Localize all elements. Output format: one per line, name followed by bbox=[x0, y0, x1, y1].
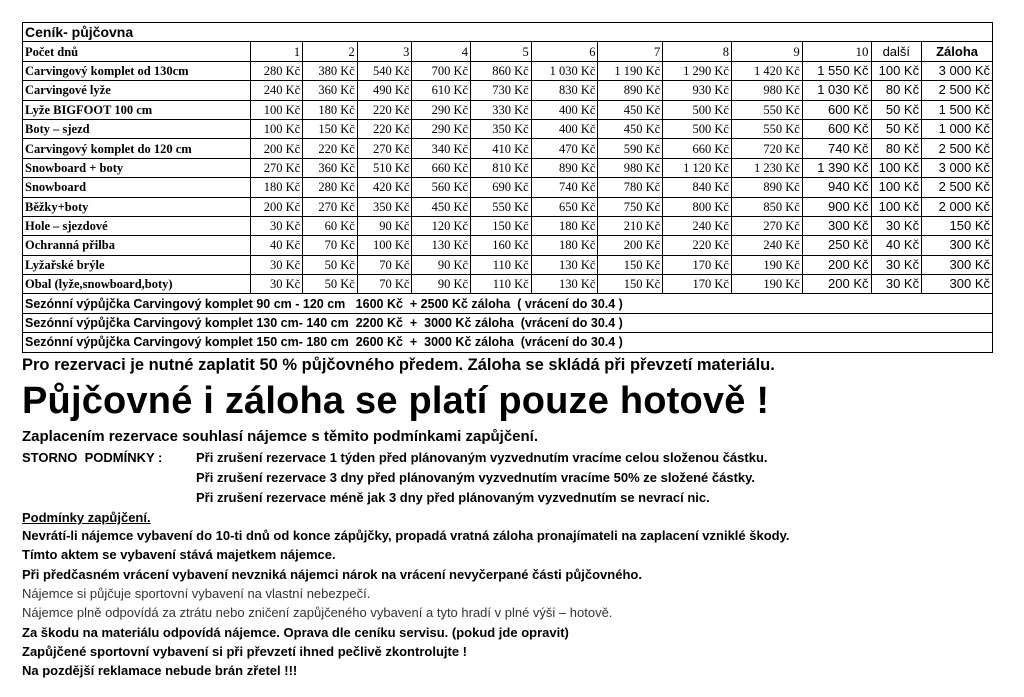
deposit-amount: 3 000 Kč bbox=[922, 158, 993, 177]
storno-item: Při zrušení rezervace 1 týden před plánovaným vyzvednutím vracíme celou složenou částku. bbox=[196, 450, 768, 465]
price-day-4: 340 Kč bbox=[412, 139, 471, 158]
condition-item: Nájemce plně odpovídá za ztrátu nebo zničení zapůjčeného vybavení a tyto hradí v plné výši – hotově. bbox=[22, 605, 613, 620]
header-deposit: Záloha bbox=[922, 42, 993, 61]
price-day-1: 40 Kč bbox=[250, 236, 303, 255]
item-name: Boty – sjezd bbox=[23, 119, 251, 138]
header-day-1: 1 bbox=[250, 42, 303, 61]
price-day-6: 830 Kč bbox=[531, 81, 598, 100]
condition-item: Zapůjčené sportovní vybavení si při převzetí ihned pečlivě zkontrolujte ! bbox=[22, 644, 467, 659]
price-day-6: 130 Kč bbox=[531, 255, 598, 274]
price-day-4: 450 Kč bbox=[412, 197, 471, 216]
price-day-2: 360 Kč bbox=[303, 158, 358, 177]
price-day-10: 600 Kč bbox=[802, 119, 871, 138]
agreement-text: Zaplacením rezervace souhlasí nájemce s těmito podmínkami zapůjčení. bbox=[22, 428, 539, 445]
price-day-9: 190 Kč bbox=[731, 275, 802, 294]
item-name: Carvingový komplet od 130cm bbox=[23, 61, 251, 80]
price-day-10: 600 Kč bbox=[802, 100, 871, 119]
item-name: Ochranná přilba bbox=[23, 236, 251, 255]
price-day-10: 200 Kč bbox=[802, 275, 871, 294]
deposit-amount: 300 Kč bbox=[922, 236, 993, 255]
table-row bbox=[23, 275, 993, 294]
price-day-7: 210 Kč bbox=[598, 216, 663, 235]
price-day-3: 70 Kč bbox=[357, 275, 412, 294]
price-day-2: 60 Kč bbox=[303, 216, 358, 235]
price-day-1: 100 Kč bbox=[250, 119, 303, 138]
price-day-5: 350 Kč bbox=[471, 119, 532, 138]
price-day-7: 200 Kč bbox=[598, 236, 663, 255]
price-day-5: 410 Kč bbox=[471, 139, 532, 158]
price-day-5: 860 Kč bbox=[471, 61, 532, 80]
price-day-7: 780 Kč bbox=[598, 178, 663, 197]
price-day-8: 1 120 Kč bbox=[663, 158, 732, 177]
item-name: Snowboard + boty bbox=[23, 158, 251, 177]
deposit-amount: 150 Kč bbox=[922, 216, 993, 235]
price-day-2: 360 Kč bbox=[303, 81, 358, 100]
price-day-5: 810 Kč bbox=[471, 158, 532, 177]
storno-label: STORNO PODMÍNKY : bbox=[22, 450, 163, 465]
price-day-4: 90 Kč bbox=[412, 275, 471, 294]
condition-item: Nájemce si půjčuje sportovní vybavení na vlastní nebezpečí. bbox=[22, 586, 371, 601]
storno-item: Při zrušení rezervace méně jak 3 dny před plánovaným vyzvednutím se nevrací nic. bbox=[196, 490, 710, 505]
price-day-3: 220 Kč bbox=[357, 100, 412, 119]
price-day-6: 1 030 Kč bbox=[531, 61, 598, 80]
price-table bbox=[22, 22, 993, 353]
price-day-8: 500 Kč bbox=[663, 119, 732, 138]
conditions-heading: Podmínky zapůjčení. bbox=[22, 510, 151, 525]
seasonal-row bbox=[23, 294, 993, 313]
price-day-8: 930 Kč bbox=[663, 81, 732, 100]
seasonal-rental-text: Sezónní výpůjčka Carvingový komplet 90 cm - 120 cm 1600 Kč + 2500 Kč záloha ( vrácení do 30.4 ) bbox=[23, 294, 993, 313]
price-day-6: 130 Kč bbox=[531, 275, 598, 294]
price-day-6: 180 Kč bbox=[531, 216, 598, 235]
price-day-6: 890 Kč bbox=[531, 158, 598, 177]
price-day-10: 200 Kč bbox=[802, 255, 871, 274]
price-extra-day: 100 Kč bbox=[871, 158, 922, 177]
header-day-3: 3 bbox=[357, 42, 412, 61]
price-extra-day: 100 Kč bbox=[871, 197, 922, 216]
price-day-1: 100 Kč bbox=[250, 100, 303, 119]
header-day-4: 4 bbox=[412, 42, 471, 61]
price-day-6: 740 Kč bbox=[531, 178, 598, 197]
price-day-7: 590 Kč bbox=[598, 139, 663, 158]
price-day-7: 1 190 Kč bbox=[598, 61, 663, 80]
price-day-3: 350 Kč bbox=[357, 197, 412, 216]
price-day-4: 660 Kč bbox=[412, 158, 471, 177]
reservation-note: Pro rezervaci je nutné zaplatit 50 % půjčovného předem. Záloha se skládá při převzetí materiálu. bbox=[22, 356, 775, 374]
header-days-label: Počet dnů bbox=[23, 42, 251, 61]
price-day-9: 890 Kč bbox=[731, 178, 802, 197]
item-name: Lyže BIGFOOT 100 cm bbox=[23, 100, 251, 119]
price-day-5: 690 Kč bbox=[471, 178, 532, 197]
price-day-1: 240 Kč bbox=[250, 81, 303, 100]
price-day-6: 470 Kč bbox=[531, 139, 598, 158]
price-day-9: 720 Kč bbox=[731, 139, 802, 158]
price-day-2: 220 Kč bbox=[303, 139, 358, 158]
header-day-10: 10 bbox=[802, 42, 871, 61]
price-day-7: 150 Kč bbox=[598, 275, 663, 294]
price-day-8: 800 Kč bbox=[663, 197, 732, 216]
headline: Půjčovné i záloha se platí pouze hotově ! bbox=[22, 380, 770, 422]
price-day-4: 120 Kč bbox=[412, 216, 471, 235]
deposit-amount: 300 Kč bbox=[922, 255, 993, 274]
price-day-8: 220 Kč bbox=[663, 236, 732, 255]
price-day-3: 270 Kč bbox=[357, 139, 412, 158]
condition-item: Nevrátí-li nájemce vybavení do 10-ti dnů od konce zápůjčky, propadá vratná záloha pronajímateli na zaplacení vzniklé škody. bbox=[22, 528, 790, 543]
table-row bbox=[23, 178, 993, 197]
price-day-5: 550 Kč bbox=[471, 197, 532, 216]
deposit-amount: 2 000 Kč bbox=[922, 197, 993, 216]
price-day-10: 740 Kč bbox=[802, 139, 871, 158]
price-day-5: 110 Kč bbox=[471, 275, 532, 294]
table-row bbox=[23, 81, 993, 100]
table-row bbox=[23, 216, 993, 235]
price-day-3: 420 Kč bbox=[357, 178, 412, 197]
price-day-5: 110 Kč bbox=[471, 255, 532, 274]
price-day-5: 150 Kč bbox=[471, 216, 532, 235]
seasonal-rental-text: Sezónní výpůjčka Carvingový komplet 130 cm- 140 cm 2200 Kč + 3000 Kč záloha (vrácení do 30.4 ) bbox=[23, 313, 993, 332]
item-name: Carvingový komplet do 120 cm bbox=[23, 139, 251, 158]
price-extra-day: 30 Kč bbox=[871, 275, 922, 294]
price-day-2: 70 Kč bbox=[303, 236, 358, 255]
header-day-5: 5 bbox=[471, 42, 532, 61]
price-day-8: 170 Kč bbox=[663, 275, 732, 294]
price-day-9: 1 230 Kč bbox=[731, 158, 802, 177]
price-day-6: 650 Kč bbox=[531, 197, 598, 216]
table-row bbox=[23, 197, 993, 216]
price-day-8: 500 Kč bbox=[663, 100, 732, 119]
condition-item: Tímto aktem se vybavení stává majetkem nájemce. bbox=[22, 547, 336, 562]
price-day-10: 300 Kč bbox=[802, 216, 871, 235]
price-day-10: 1 030 Kč bbox=[802, 81, 871, 100]
price-day-7: 150 Kč bbox=[598, 255, 663, 274]
price-extra-day: 80 Kč bbox=[871, 139, 922, 158]
price-extra-day: 80 Kč bbox=[871, 81, 922, 100]
condition-item: Na pozdější reklamace nebude brán zřetel !!! bbox=[22, 663, 298, 678]
deposit-amount: 1 000 Kč bbox=[922, 119, 993, 138]
price-day-9: 980 Kč bbox=[731, 81, 802, 100]
price-day-5: 160 Kč bbox=[471, 236, 532, 255]
price-day-4: 560 Kč bbox=[412, 178, 471, 197]
deposit-amount: 2 500 Kč bbox=[922, 81, 993, 100]
price-day-1: 200 Kč bbox=[250, 197, 303, 216]
price-day-5: 730 Kč bbox=[471, 81, 532, 100]
price-day-3: 540 Kč bbox=[357, 61, 412, 80]
price-day-6: 400 Kč bbox=[531, 119, 598, 138]
price-day-9: 270 Kč bbox=[731, 216, 802, 235]
price-day-6: 180 Kč bbox=[531, 236, 598, 255]
price-day-2: 50 Kč bbox=[303, 275, 358, 294]
price-day-7: 450 Kč bbox=[598, 119, 663, 138]
condition-item: Za škodu na materiálu odpovídá nájemce. Oprava dle ceníku servisu. (pokud jde opravit) bbox=[22, 625, 569, 640]
price-day-4: 700 Kč bbox=[412, 61, 471, 80]
price-day-10: 940 Kč bbox=[802, 178, 871, 197]
price-day-7: 980 Kč bbox=[598, 158, 663, 177]
header-day-6: 6 bbox=[531, 42, 598, 61]
price-extra-day: 50 Kč bbox=[871, 100, 922, 119]
storno-item: Při zrušení rezervace 3 dny před plánovaným vyzvednutím vracíme 50% ze složené částky. bbox=[196, 470, 756, 485]
price-day-1: 30 Kč bbox=[250, 216, 303, 235]
price-day-9: 550 Kč bbox=[731, 100, 802, 119]
header-extra: další bbox=[871, 42, 922, 61]
price-day-8: 240 Kč bbox=[663, 216, 732, 235]
price-day-8: 170 Kč bbox=[663, 255, 732, 274]
price-day-3: 490 Kč bbox=[357, 81, 412, 100]
table-row bbox=[23, 100, 993, 119]
price-day-7: 890 Kč bbox=[598, 81, 663, 100]
price-day-8: 840 Kč bbox=[663, 178, 732, 197]
table-row bbox=[23, 139, 993, 158]
deposit-amount: 2 500 Kč bbox=[922, 139, 993, 158]
table-row bbox=[23, 255, 993, 274]
price-day-4: 610 Kč bbox=[412, 81, 471, 100]
seasonal-row bbox=[23, 313, 993, 332]
price-day-7: 750 Kč bbox=[598, 197, 663, 216]
deposit-amount: 1 500 Kč bbox=[922, 100, 993, 119]
price-day-4: 290 Kč bbox=[412, 100, 471, 119]
price-day-8: 660 Kč bbox=[663, 139, 732, 158]
table-row bbox=[23, 61, 993, 80]
price-day-5: 330 Kč bbox=[471, 100, 532, 119]
item-name: Snowboard bbox=[23, 178, 251, 197]
item-name: Hole – sjezdové bbox=[23, 216, 251, 235]
price-day-10: 1 390 Kč bbox=[802, 158, 871, 177]
price-day-9: 190 Kč bbox=[731, 255, 802, 274]
table-row bbox=[23, 158, 993, 177]
price-list bbox=[22, 22, 993, 353]
price-day-1: 280 Kč bbox=[250, 61, 303, 80]
price-extra-day: 100 Kč bbox=[871, 178, 922, 197]
deposit-amount: 2 500 Kč bbox=[922, 178, 993, 197]
deposit-amount: 300 Kč bbox=[922, 275, 993, 294]
item-name: Obal (lyže,snowboard,boty) bbox=[23, 275, 251, 294]
price-day-2: 150 Kč bbox=[303, 119, 358, 138]
price-extra-day: 30 Kč bbox=[871, 216, 922, 235]
price-day-1: 200 Kč bbox=[250, 139, 303, 158]
header-day-9: 9 bbox=[731, 42, 802, 61]
price-day-3: 90 Kč bbox=[357, 216, 412, 235]
header-day-2: 2 bbox=[303, 42, 358, 61]
price-day-9: 550 Kč bbox=[731, 119, 802, 138]
item-name: Carvingové lyže bbox=[23, 81, 251, 100]
price-day-4: 90 Kč bbox=[412, 255, 471, 274]
price-day-2: 50 Kč bbox=[303, 255, 358, 274]
price-day-2: 180 Kč bbox=[303, 100, 358, 119]
price-day-3: 70 Kč bbox=[357, 255, 412, 274]
price-day-10: 900 Kč bbox=[802, 197, 871, 216]
table-title: Ceník- půjčovna bbox=[23, 23, 993, 42]
price-day-10: 1 550 Kč bbox=[802, 61, 871, 80]
header-day-8: 8 bbox=[663, 42, 732, 61]
price-day-1: 30 Kč bbox=[250, 275, 303, 294]
price-day-3: 100 Kč bbox=[357, 236, 412, 255]
price-extra-day: 30 Kč bbox=[871, 255, 922, 274]
price-day-9: 850 Kč bbox=[731, 197, 802, 216]
price-day-2: 380 Kč bbox=[303, 61, 358, 80]
price-day-9: 1 420 Kč bbox=[731, 61, 802, 80]
title-row bbox=[23, 23, 993, 42]
price-day-2: 270 Kč bbox=[303, 197, 358, 216]
price-day-8: 1 290 Kč bbox=[663, 61, 732, 80]
price-extra-day: 100 Kč bbox=[871, 61, 922, 80]
deposit-amount: 3 000 Kč bbox=[922, 61, 993, 80]
item-name: Běžky+boty bbox=[23, 197, 251, 216]
price-day-1: 270 Kč bbox=[250, 158, 303, 177]
price-day-3: 510 Kč bbox=[357, 158, 412, 177]
header-row bbox=[23, 42, 993, 61]
price-day-7: 450 Kč bbox=[598, 100, 663, 119]
price-day-2: 280 Kč bbox=[303, 178, 358, 197]
price-day-1: 180 Kč bbox=[250, 178, 303, 197]
item-name: Lyžařské brýle bbox=[23, 255, 251, 274]
header-day-7: 7 bbox=[598, 42, 663, 61]
price-day-3: 220 Kč bbox=[357, 119, 412, 138]
table-row bbox=[23, 236, 993, 255]
price-day-9: 240 Kč bbox=[731, 236, 802, 255]
condition-item: Při předčasném vrácení vybavení nevzniká nájemci nárok na vrácení nevyčerpané části půjčovného. bbox=[22, 567, 642, 582]
price-day-4: 290 Kč bbox=[412, 119, 471, 138]
price-day-6: 400 Kč bbox=[531, 100, 598, 119]
seasonal-rental-text: Sezónní výpůjčka Carvingový komplet 150 cm- 180 cm 2600 Kč + 3000 Kč záloha (vrácení do 30.4 ) bbox=[23, 333, 993, 352]
price-day-1: 30 Kč bbox=[250, 255, 303, 274]
seasonal-row bbox=[23, 333, 993, 352]
price-extra-day: 50 Kč bbox=[871, 119, 922, 138]
price-day-4: 130 Kč bbox=[412, 236, 471, 255]
table-row bbox=[23, 119, 993, 138]
price-day-10: 250 Kč bbox=[802, 236, 871, 255]
price-extra-day: 40 Kč bbox=[871, 236, 922, 255]
